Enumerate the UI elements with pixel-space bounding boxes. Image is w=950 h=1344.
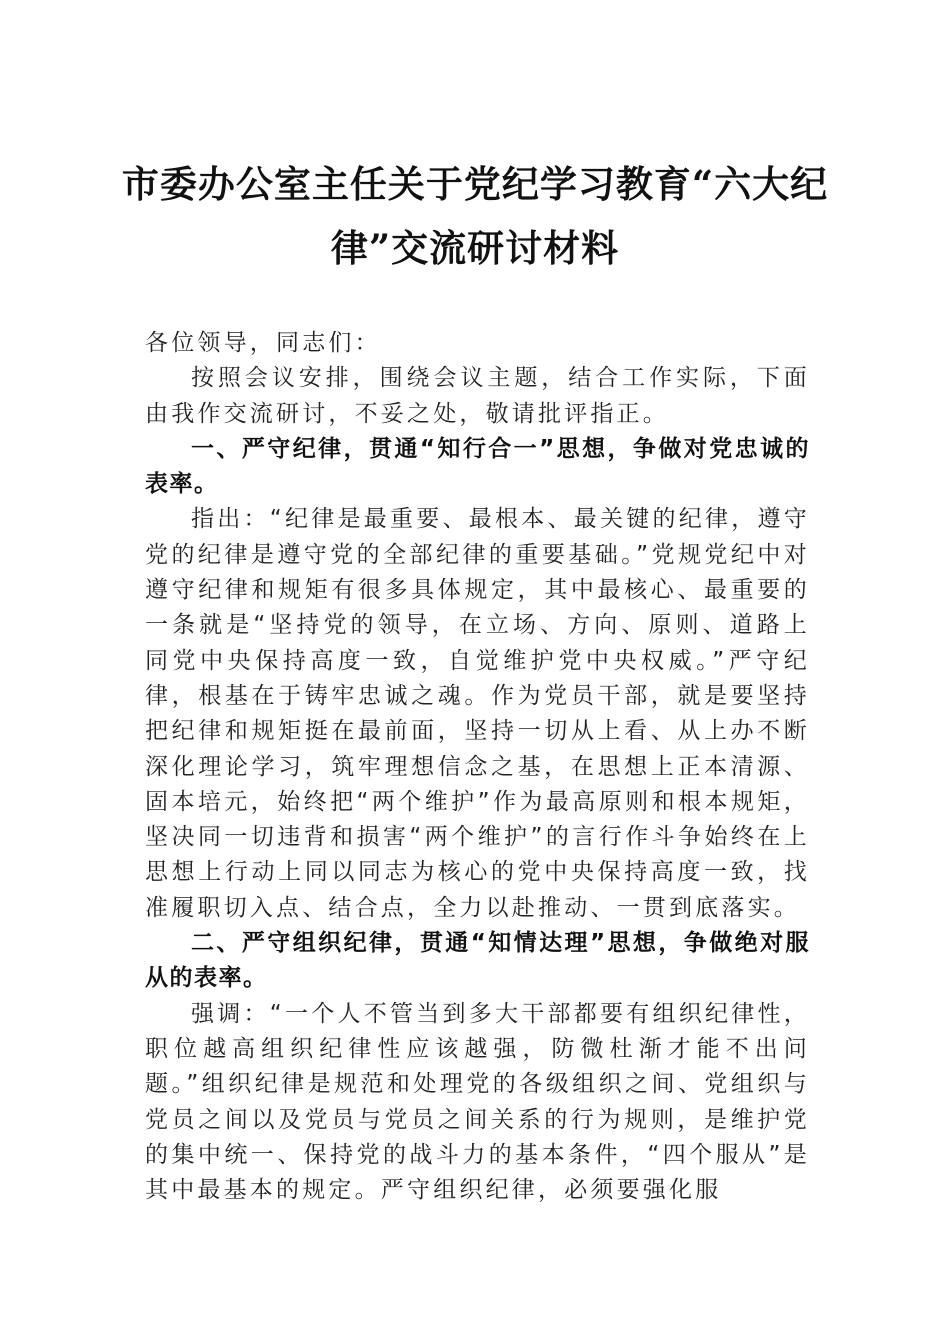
document-title: 市委办公室主任关于党纪学习教育“六大纪律”交流研讨材料 [121,162,829,270]
document-body [145,326,810,1208]
section-2-paragraph: 强调：“一个人不管当到多大干部都要有组织纪律性，职位越高组织纪律性应该越强，防微杜渐才能不出问题。”组织纪律是规范和处理党的各级组织之间、党组织与党员之间以及党员与党员之间关系的行为规则，是维护党的集中统一、保持党的战斗力的基本条件，“四个服从”是其中最基本的规定。严守组织纪律，必须要强化服 [145,1000,810,1204]
section-1-paragraph: 指出：“纪律是最重要、最根本、最关键的纪律，遵守党的纪律是遵守党的全部纪律的重要基础。”党规党纪中对遵守纪律和规矩有很多具体规定，其中最核心、最重要的一条就是“坚持党的领导，在立场、方向、原则、道路上同党中央保持高度一致，自觉维护党中央权威。”严守纪律，根基在于铸牢忠诚之魂。作为党员干部，就是要坚持把纪律和规矩挺在最前面，坚持一切从上看、从上办不断深化理论学习，筑牢理想信念之基，在思想上正本清源、固本培元，始终把“两个维护”作为最高原则和根本规矩，坚决同一切违背和损害“两个维护”的言行作斗争始终在上思想上行动上同以同志为核心的党中央保持高度一致，找准履职切入点、结合点，全力以赴推动、一贯到底落实。 [145,506,810,921]
section-1-heading: 一、严守纪律，贯通“知行合一”思想，争做对党忠诚的表率。 [145,435,810,498]
intro-paragraph: 按照会议安排，围绕会议主题，结合工作实际，下面由我作交流研讨，不妥之处，敬请批评指正。 [145,365,810,427]
salutation: 各位领导，同志们： [145,330,381,356]
section-2-heading: 二、严守组织纪律，贯通“知情达理”思想，争做绝对服从的表率。 [145,930,810,992]
